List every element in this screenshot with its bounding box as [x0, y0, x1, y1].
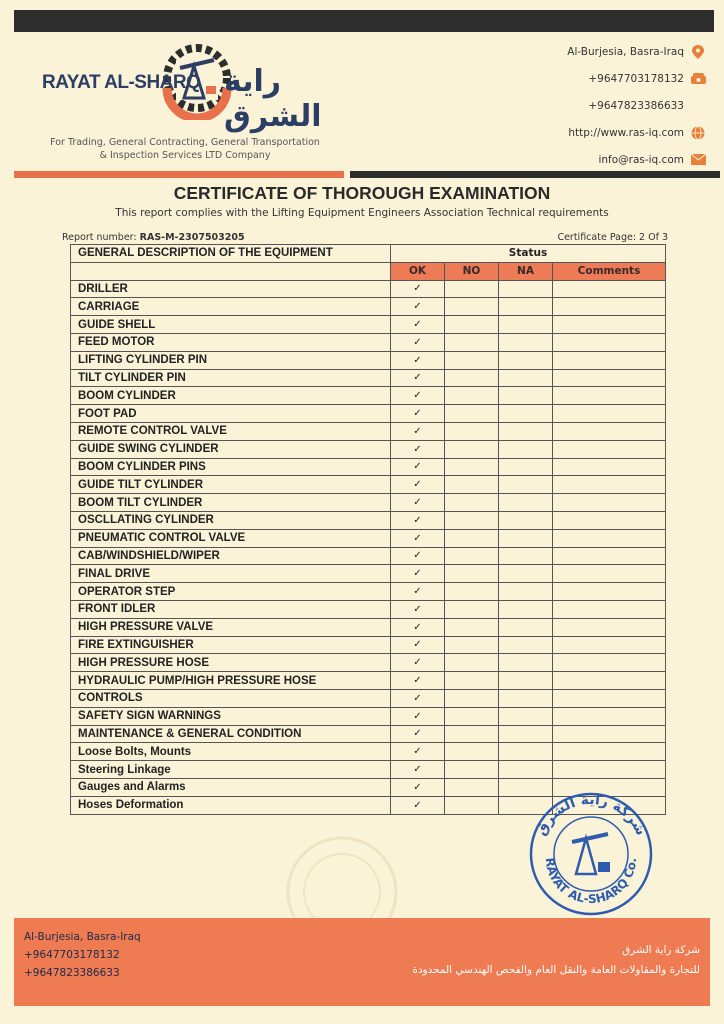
- tagline-line-2: & Inspection Services LTD Company: [99, 150, 271, 161]
- column-ok: OK: [391, 262, 445, 280]
- table-row: [71, 672, 666, 690]
- equipment-name: GUIDE SWING CYLINDER: [71, 440, 391, 458]
- table-row: [71, 298, 666, 316]
- ok-check: ✓: [391, 476, 445, 494]
- na-cell: [499, 440, 553, 458]
- contact-phone-1: [567, 65, 706, 92]
- status-columns-row: [71, 262, 666, 280]
- table-row: [71, 689, 666, 707]
- no-cell: [445, 600, 499, 618]
- table-row: [71, 405, 666, 423]
- equipment-name: BOOM CYLINDER: [71, 387, 391, 405]
- footer-company-desc-ar: للتجارة والمقاولات العامة والنقل العام والفحص الهندسي المحدودة: [412, 964, 700, 976]
- comments-cell: [553, 565, 666, 583]
- table-row: [71, 707, 666, 725]
- na-cell: [499, 707, 553, 725]
- comments-cell: [553, 529, 666, 547]
- report-number-value: RAS-M-2307503205: [139, 232, 245, 243]
- table-row: [71, 636, 666, 654]
- equipment-name: HIGH PRESSURE VALVE: [71, 618, 391, 636]
- equipment-name: GUIDE TILT CYLINDER: [71, 476, 391, 494]
- na-cell: [499, 743, 553, 761]
- equipment-name: TILT CYLINDER PIN: [71, 369, 391, 387]
- na-cell: [499, 761, 553, 779]
- na-cell: [499, 725, 553, 743]
- status-header: Status: [391, 245, 666, 263]
- na-cell: [499, 672, 553, 690]
- table-row: [71, 280, 666, 298]
- no-cell: [445, 351, 499, 369]
- ok-check: ✓: [391, 511, 445, 529]
- no-cell: [445, 476, 499, 494]
- comments-cell: [553, 600, 666, 618]
- comments-cell: [553, 476, 666, 494]
- ok-check: ✓: [391, 458, 445, 476]
- table-row: [71, 743, 666, 761]
- table-row: [71, 618, 666, 636]
- na-cell: [499, 511, 553, 529]
- report-number-label: Report number:: [62, 232, 140, 243]
- ok-check: ✓: [391, 654, 445, 672]
- top-bar: [14, 10, 714, 32]
- certificate-page: Certificate Page: 2 Of 3: [557, 232, 668, 243]
- no-cell: [445, 725, 499, 743]
- company-tagline: [40, 136, 330, 162]
- no-cell: [445, 387, 499, 405]
- equipment-name: CARRIAGE: [71, 298, 391, 316]
- equipment-name: FRONT IDLER: [71, 600, 391, 618]
- footer-phone-1: +9647703178132: [24, 949, 120, 961]
- comments-cell: [553, 654, 666, 672]
- contact-email: [567, 146, 706, 173]
- comments-cell: [553, 636, 666, 654]
- tagline-line-1: For Trading, General Contracting, General Transportation: [50, 137, 320, 148]
- footer-company-ar: [412, 940, 700, 980]
- no-cell: [445, 778, 499, 796]
- equipment-name: Steering Linkage: [71, 761, 391, 779]
- equipment-name: FOOT PAD: [71, 405, 391, 423]
- ok-check: ✓: [391, 689, 445, 707]
- globe-icon: [690, 125, 706, 141]
- na-cell: [499, 565, 553, 583]
- table-header-row: [71, 245, 666, 263]
- no-cell: [445, 529, 499, 547]
- no-cell: [445, 440, 499, 458]
- phone-icon: [690, 71, 706, 87]
- ok-check: ✓: [391, 707, 445, 725]
- na-cell: [499, 458, 553, 476]
- column-no: NO: [445, 262, 499, 280]
- comments-cell: [553, 494, 666, 512]
- ok-check: ✓: [391, 743, 445, 761]
- table-row: [71, 387, 666, 405]
- comments-cell: [553, 672, 666, 690]
- table-row: [71, 529, 666, 547]
- no-cell: [445, 333, 499, 351]
- table-row: [71, 761, 666, 779]
- contact-email-text: info@ras-iq.com: [598, 153, 684, 166]
- footer-phone-2: +9647823386633: [24, 967, 120, 979]
- mail-icon: [690, 152, 706, 168]
- equipment-name: FINAL DRIVE: [71, 565, 391, 583]
- ok-check: ✓: [391, 761, 445, 779]
- na-cell: [499, 494, 553, 512]
- table-row: [71, 565, 666, 583]
- contact-block: [567, 38, 706, 173]
- comments-cell: [553, 280, 666, 298]
- ok-check: ✓: [391, 351, 445, 369]
- ok-check: ✓: [391, 405, 445, 423]
- ok-check: ✓: [391, 494, 445, 512]
- equipment-name: MAINTENANCE & GENERAL CONDITION: [71, 725, 391, 743]
- ok-check: ✓: [391, 565, 445, 583]
- comments-cell: [553, 316, 666, 334]
- no-cell: [445, 618, 499, 636]
- header-rule-dark: [350, 171, 720, 178]
- equipment-name: Loose Bolts, Mounts: [71, 743, 391, 761]
- table-row: [71, 440, 666, 458]
- no-cell: [445, 636, 499, 654]
- no-cell: [445, 511, 499, 529]
- contact-phone-1-text: +9647703178132: [588, 72, 684, 85]
- table-row: [71, 333, 666, 351]
- no-cell: [445, 707, 499, 725]
- contact-website: [567, 119, 706, 146]
- na-cell: [499, 618, 553, 636]
- table-row: [71, 725, 666, 743]
- ok-check: ✓: [391, 316, 445, 334]
- table-row: [71, 316, 666, 334]
- ok-check: ✓: [391, 796, 445, 814]
- company-name-en: RAYAT AL-SHARQ: [42, 72, 201, 93]
- table-row: [71, 422, 666, 440]
- na-cell: [499, 654, 553, 672]
- report-number: [62, 232, 245, 243]
- stamp-text-ar: شركة راية الشرق: [533, 792, 649, 839]
- equipment-name: LIFTING CYLINDER PIN: [71, 351, 391, 369]
- comments-cell: [553, 743, 666, 761]
- na-cell: [499, 583, 553, 601]
- na-cell: [499, 351, 553, 369]
- ok-check: ✓: [391, 440, 445, 458]
- comments-cell: [553, 761, 666, 779]
- table-row: [71, 351, 666, 369]
- comments-cell: [553, 618, 666, 636]
- footer-address: Al-Burjesia, Basra-Iraq: [24, 931, 141, 943]
- footer-contact: [24, 928, 141, 982]
- na-cell: [499, 387, 553, 405]
- comments-cell: [553, 405, 666, 423]
- equipment-name: PNEUMATIC CONTROL VALVE: [71, 529, 391, 547]
- no-cell: [445, 280, 499, 298]
- comments-cell: [553, 707, 666, 725]
- location-pin-icon: [690, 44, 706, 60]
- comments-cell: [553, 583, 666, 601]
- equipment-name: Hoses Deformation: [71, 796, 391, 814]
- equipment-name: SAFETY SIGN WARNINGS: [71, 707, 391, 725]
- equipment-name: OPERATOR STEP: [71, 583, 391, 601]
- ok-check: ✓: [391, 280, 445, 298]
- equipment-table: [70, 244, 666, 815]
- ok-check: ✓: [391, 583, 445, 601]
- na-cell: [499, 600, 553, 618]
- ok-check: ✓: [391, 636, 445, 654]
- ok-check: ✓: [391, 298, 445, 316]
- comments-cell: [553, 333, 666, 351]
- na-cell: [499, 689, 553, 707]
- contact-address-text: Al-Burjesia, Basra-Iraq: [567, 45, 684, 58]
- no-cell: [445, 565, 499, 583]
- table-row: [71, 547, 666, 565]
- comments-cell: [553, 440, 666, 458]
- no-cell: [445, 547, 499, 565]
- na-cell: [499, 298, 553, 316]
- na-cell: [499, 280, 553, 298]
- ok-check: ✓: [391, 529, 445, 547]
- table-row: [71, 654, 666, 672]
- table-row: [71, 369, 666, 387]
- no-cell: [445, 422, 499, 440]
- no-cell: [445, 743, 499, 761]
- no-cell: [445, 494, 499, 512]
- equipment-name: HYDRAULIC PUMP/HIGH PRESSURE HOSE: [71, 672, 391, 690]
- comments-cell: [553, 511, 666, 529]
- no-cell: [445, 405, 499, 423]
- document-title: CERTIFICATE OF THOROUGH EXAMINATION: [173, 183, 551, 203]
- equipment-name: REMOTE CONTROL VALVE: [71, 422, 391, 440]
- footer-company-name-ar: شركة راية الشرق: [622, 944, 700, 956]
- comments-cell: [553, 351, 666, 369]
- na-cell: [499, 547, 553, 565]
- equipment-name: HIGH PRESSURE HOSE: [71, 654, 391, 672]
- table-row: [71, 458, 666, 476]
- company-logo: [42, 40, 342, 134]
- table-row: [71, 494, 666, 512]
- comments-cell: [553, 369, 666, 387]
- no-cell: [445, 761, 499, 779]
- na-cell: [499, 369, 553, 387]
- equipment-name: FEED MOTOR: [71, 333, 391, 351]
- equipment-name: FIRE EXTINGUISHER: [71, 636, 391, 654]
- ok-check: ✓: [391, 387, 445, 405]
- column-na: NA: [499, 262, 553, 280]
- equipment-name: CAB/WINDSHIELD/WIPER: [71, 547, 391, 565]
- comments-cell: [553, 689, 666, 707]
- table-row: [71, 600, 666, 618]
- no-cell: [445, 458, 499, 476]
- table-row: [71, 583, 666, 601]
- section-header: GENERAL DESCRIPTION OF THE EQUIPMENT: [71, 245, 391, 263]
- ok-check: ✓: [391, 600, 445, 618]
- equipment-name: CONTROLS: [71, 689, 391, 707]
- no-cell: [445, 672, 499, 690]
- table-row: [71, 476, 666, 494]
- na-cell: [499, 636, 553, 654]
- no-cell: [445, 369, 499, 387]
- equipment-name: OSCLLATING CYLINDER: [71, 511, 391, 529]
- na-cell: [499, 422, 553, 440]
- ok-check: ✓: [391, 333, 445, 351]
- ok-check: ✓: [391, 547, 445, 565]
- company-stamp: [524, 792, 658, 916]
- ok-check: ✓: [391, 369, 445, 387]
- contact-website-text: http://www.ras-iq.com: [568, 126, 684, 139]
- no-cell: [445, 316, 499, 334]
- na-cell: [499, 405, 553, 423]
- equipment-name: DRILLER: [71, 280, 391, 298]
- no-cell: [445, 689, 499, 707]
- comments-cell: [553, 458, 666, 476]
- no-cell: [445, 298, 499, 316]
- comments-cell: [553, 298, 666, 316]
- na-cell: [499, 316, 553, 334]
- ok-check: ✓: [391, 618, 445, 636]
- contact-phone-2-text: +9647823386633: [588, 99, 684, 112]
- contact-address: [567, 38, 706, 65]
- equipment-name: BOOM TILT CYLINDER: [71, 494, 391, 512]
- na-cell: [499, 529, 553, 547]
- contact-phone-2: [567, 92, 706, 119]
- footer-bar: [14, 918, 710, 1006]
- equipment-name: GUIDE SHELL: [71, 316, 391, 334]
- comments-cell: [553, 547, 666, 565]
- company-name-ar: راية الشرق: [224, 64, 322, 134]
- no-cell: [445, 583, 499, 601]
- document-subtitle: This report complies with the Lifting Equipment Engineers Association Technical requirements: [115, 207, 609, 219]
- header-rule-accent: [14, 171, 344, 178]
- comments-cell: [553, 422, 666, 440]
- no-cell: [445, 654, 499, 672]
- no-cell: [445, 796, 499, 814]
- na-cell: [499, 333, 553, 351]
- column-comments: Comments: [553, 262, 666, 280]
- equipment-name: BOOM CYLINDER PINS: [71, 458, 391, 476]
- equipment-name: Gauges and Alarms: [71, 778, 391, 796]
- comments-cell: [553, 387, 666, 405]
- ok-check: ✓: [391, 422, 445, 440]
- ok-check: ✓: [391, 778, 445, 796]
- ok-check: ✓: [391, 725, 445, 743]
- ok-check: ✓: [391, 672, 445, 690]
- stamp-text-en: RAYAT AL-SHARQ Co.: [542, 856, 640, 907]
- table-row: [71, 511, 666, 529]
- comments-cell: [553, 725, 666, 743]
- na-cell: [499, 476, 553, 494]
